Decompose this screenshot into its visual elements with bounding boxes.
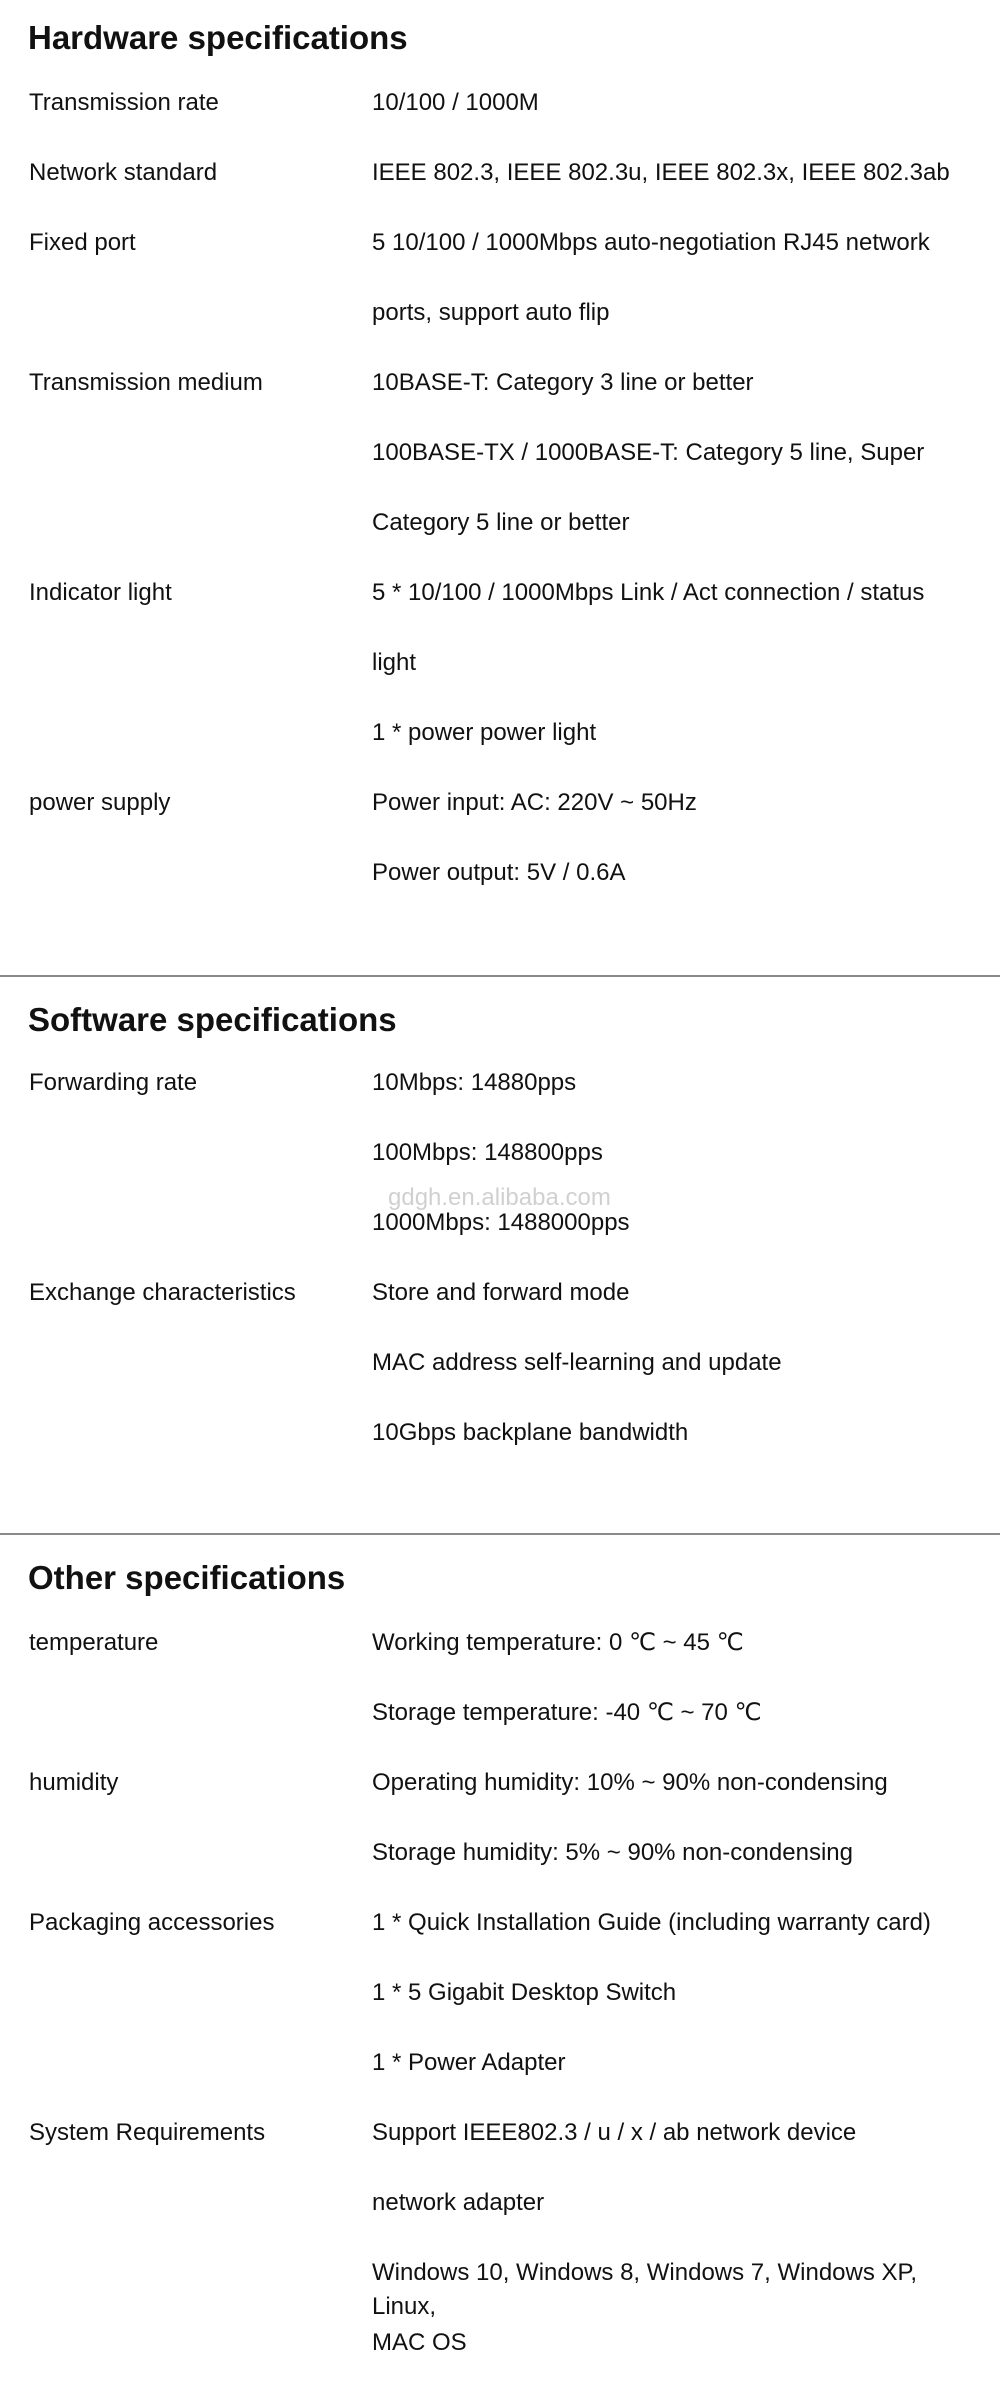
spec-label: Transmission rate [29,89,219,116]
spec-value: Storage humidity: 5% ~ 90% non-condensing [372,1839,853,1866]
spec-value: 1 * Quick Installation Guide (including warranty card) [372,1909,931,1936]
watermark-text: gdgh.en.alibaba.com [388,1184,611,1211]
spec-value: Category 5 line or better [372,509,630,536]
spec-value: 10/100 / 1000M [372,89,539,116]
spec-value: 1000Mbps: 1488000pps [372,1209,630,1236]
spec-value: Storage temperature: -40 ℃ ~ 70 ℃ [372,1699,762,1726]
spec-value: Power input: AC: 220V ~ 50Hz [372,789,697,816]
spec-label: temperature [29,1629,159,1656]
spec-label: Transmission medium [29,369,263,396]
spec-value: Operating humidity: 10% ~ 90% non-condensing [372,1769,888,1796]
spec-label: System Requirements [29,2119,266,2146]
spec-value: Store and forward mode [372,1279,630,1306]
spec-value: 5 * 10/100 / 1000Mbps Link / Act connection / status [372,579,925,606]
spec-value: 1 * power power light [372,719,597,746]
spec-value: IEEE 802.3, IEEE 802.3u, IEEE 802.3x, IEEE 802.3ab [372,159,950,186]
spec-value: MAC OS [372,2329,467,2356]
spec-value: 100BASE-TX / 1000BASE-T: Category 5 line, Super [372,439,925,466]
hardware-section-title: Hardware specifications [28,19,408,56]
spec-value: network adapter [372,2189,545,2216]
spec-value: Working temperature: 0 ℃ ~ 45 ℃ [372,1629,744,1656]
spec-value: 100Mbps: 148800pps [372,1139,603,1166]
spec-label: power supply [29,789,171,816]
spec-value: Windows 10, Windows 8, Windows 7, Windows XP, Linux, [372,2259,918,2320]
spec-label: Fixed port [29,229,136,256]
spec-value: Power output: 5V / 0.6A [372,859,626,886]
spec-value: 10Gbps backplane bandwidth [372,1419,689,1446]
spec-value: light [372,649,417,676]
spec-label: humidity [29,1769,119,1796]
spec-value: Support IEEE802.3 / u / x / ab network device [372,2119,857,2146]
spec-label: Packaging accessories [29,1909,275,1936]
other-section-title: Other specifications [28,1559,346,1596]
spec-value: 1 * 5 Gigabit Desktop Switch [372,1979,677,2006]
spec-label: Indicator light [29,579,172,606]
spec-value: 10Mbps: 14880pps [372,1069,577,1096]
section-divider [0,1533,1000,1535]
spec-label: Forwarding rate [29,1069,198,1096]
section-divider [0,975,1000,977]
spec-value: 10BASE-T: Category 3 line or better [372,369,754,396]
spec-value: 1 * Power Adapter [372,2049,566,2076]
spec-value: 5 10/100 / 1000Mbps auto-negotiation RJ45 network [372,229,930,256]
spec-label: Network standard [29,159,218,186]
spec-value: ports, support auto flip [372,299,610,326]
spec-value: MAC address self-learning and update [372,1349,782,1376]
software-section-title: Software specifications [28,1001,397,1038]
spec-label: Exchange characteristics [29,1279,296,1306]
